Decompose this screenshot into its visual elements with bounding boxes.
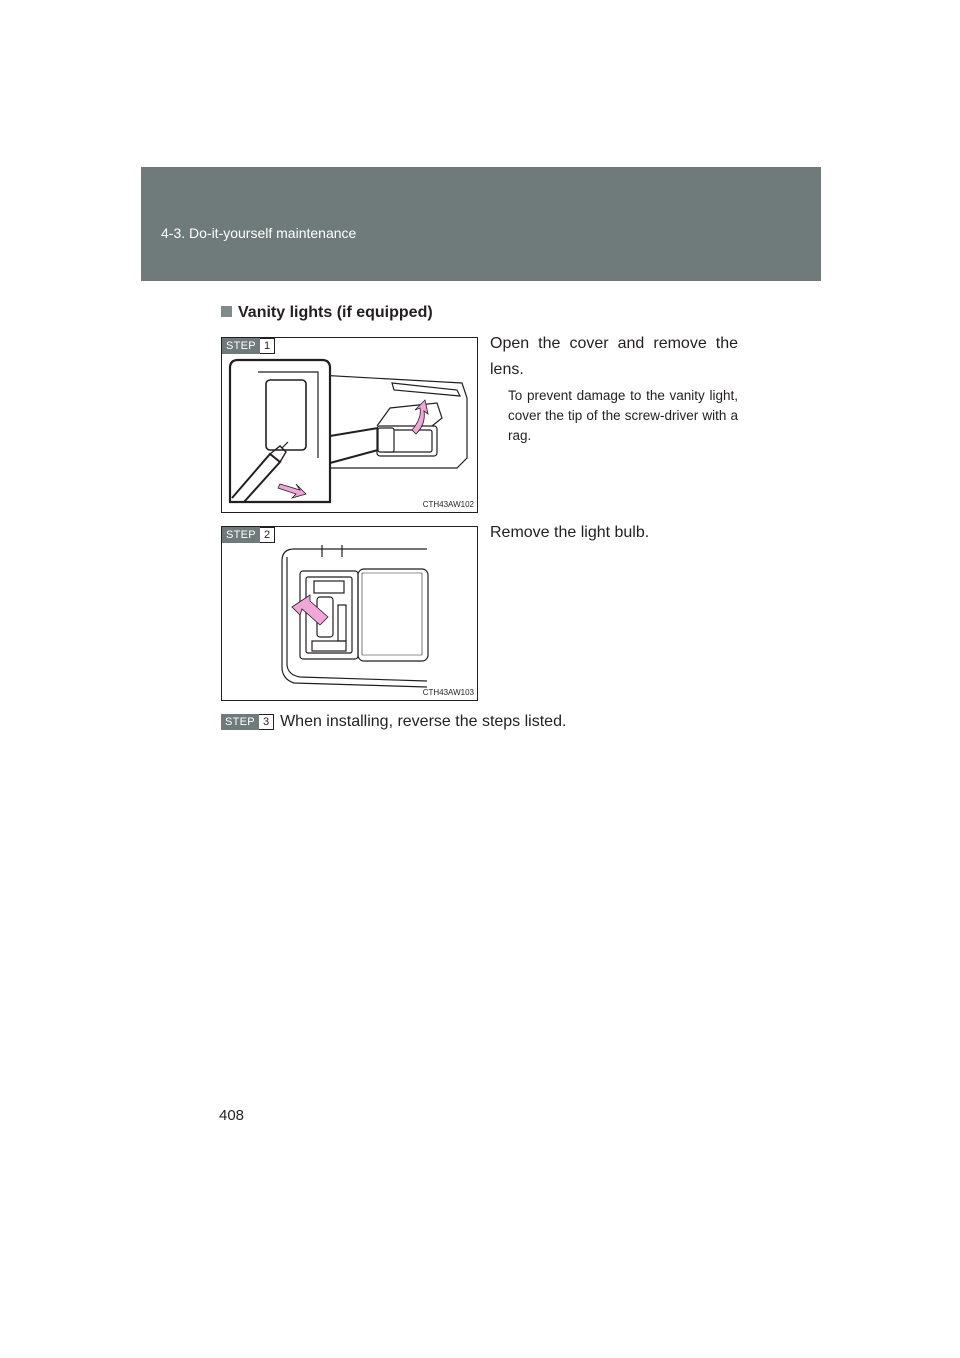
step-1-note: To prevent damage to the vanity light, cover the tip of the screw-driver with a rag.: [508, 388, 738, 443]
step-badge-3: [221, 714, 274, 730]
step-2-text: Remove the light bulb.: [490, 524, 650, 541]
square-bullet-icon: [221, 306, 232, 317]
step-badge-2: [222, 527, 275, 543]
heading-title: Vanity lights (if equipped): [238, 304, 433, 321]
figure-code: CTH43AW103: [422, 688, 474, 697]
vanity-light-cover-illustration: [222, 338, 477, 512]
step-badge-1: [222, 338, 275, 354]
step-badge-number: 2: [260, 527, 275, 543]
step-3: [221, 713, 566, 731]
step-1-text: Open the cover and remove the lens.: [490, 335, 738, 378]
step-3-text: When installing, reverse the steps listed.: [280, 713, 567, 730]
step-badge-label: STEP: [221, 714, 259, 730]
light-bulb-removal-illustration: [222, 527, 477, 700]
figure-step-2: [221, 526, 478, 701]
step-badge-number: 3: [259, 714, 274, 730]
figure-step-1: [221, 337, 478, 513]
section-label: 4-3. Do-it-yourself maintenance: [161, 225, 357, 241]
page-number: 408: [219, 1107, 245, 1124]
section-heading: [221, 304, 433, 322]
step-badge-label: STEP: [222, 338, 260, 354]
figure-code: CTH43AW102: [422, 500, 474, 509]
header-band: [141, 167, 821, 281]
step-badge-number: 1: [260, 338, 275, 354]
step-badge-label: STEP: [222, 527, 260, 543]
